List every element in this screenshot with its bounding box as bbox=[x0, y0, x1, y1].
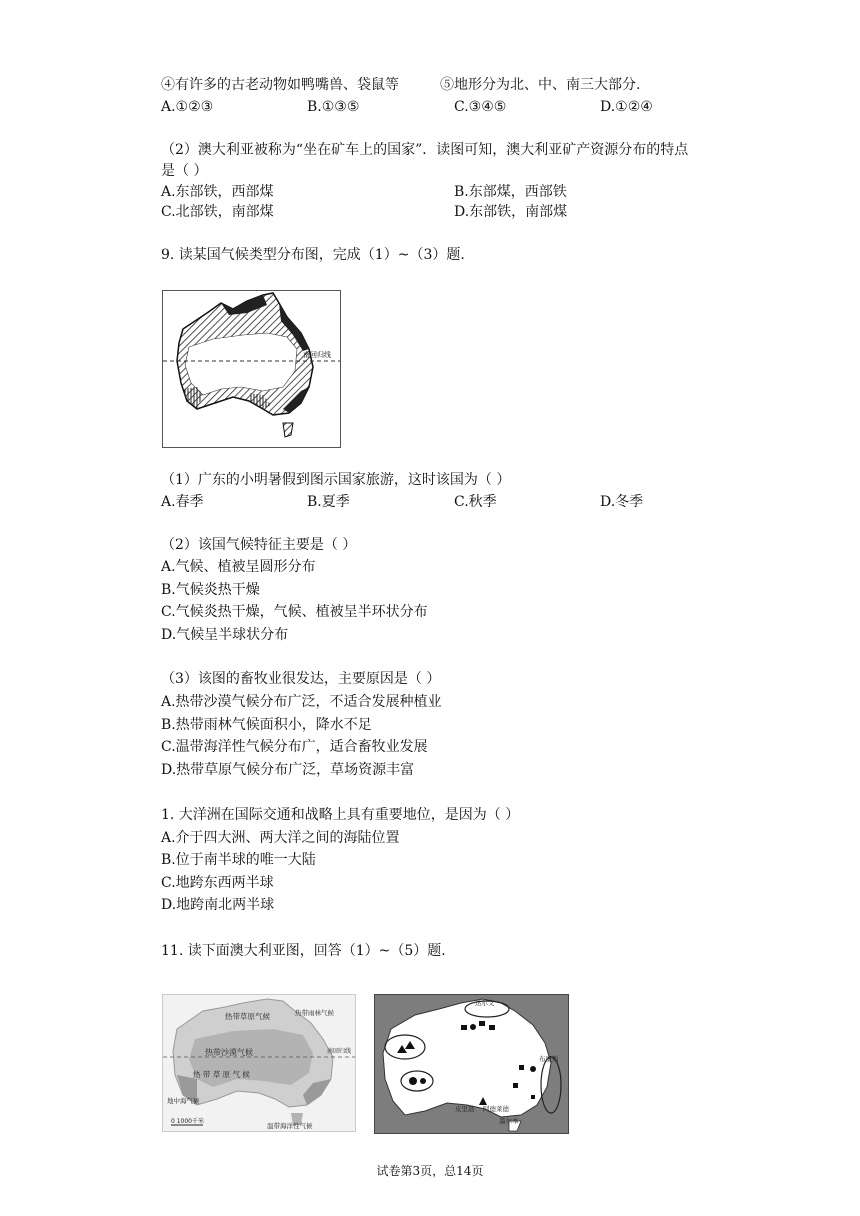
q9-sub2-option-c: C.气候炎热干燥，气候、植被呈半环状分布 bbox=[161, 604, 428, 620]
q10-option-d: D.地跨南北两半球 bbox=[161, 897, 275, 913]
q9-sub2-stem: （2）该国气候特征主要是（ ） bbox=[161, 537, 357, 553]
q8-option-c: C.③④⑤ bbox=[454, 99, 507, 115]
q11-stem: 11. 读下面澳大利亚图，回答（1）~（5）题. bbox=[161, 943, 446, 959]
label-brisbane: 布里斯 bbox=[539, 1055, 559, 1063]
q9-sub3-stem: （3）该图的畜牧业很发达，主要原因是（ ） bbox=[161, 671, 441, 687]
q11-mineral-svg bbox=[375, 995, 568, 1133]
label-savanna-south: 热 带 草 原 气 候 bbox=[193, 1070, 250, 1079]
q8-option-b: B.①③⑤ bbox=[307, 99, 360, 115]
label-melbourne: 墨尔本 bbox=[499, 1117, 519, 1125]
label-savanna-north: 热带草原气候 bbox=[225, 1012, 270, 1021]
climate-map bbox=[162, 290, 341, 448]
q9-sub1-option-b: B.夏季 bbox=[307, 494, 350, 510]
q9-sub1-option-a: A.春季 bbox=[161, 494, 204, 510]
q8-sub2-option-a: A.东部铁，西部煤 bbox=[161, 184, 274, 200]
label-tropic: 南回归线 bbox=[327, 1048, 352, 1055]
q11-climate-map bbox=[162, 994, 356, 1132]
q8-sub2-stem-cont: 是（ ） bbox=[161, 163, 208, 179]
tropic-label: 南回归线 bbox=[303, 351, 331, 359]
q9-sub1-option-c: C.秋季 bbox=[454, 494, 497, 510]
q9-sub3-option-d: D.热带草原气候分布广泛，草场资源丰富 bbox=[161, 762, 415, 778]
label-desert: 热带沙漠气候 bbox=[205, 1048, 253, 1057]
q8-option-d: D.①②④ bbox=[600, 99, 653, 115]
q9-sub3-option-c: C.温带海洋性气候分布广，适合畜牧业发展 bbox=[161, 739, 428, 755]
q8-sub2-stem: （2）澳大利亚被称为“坐在矿车上的国家”．读图可知，澳大利亚矿产资源分布的特点 bbox=[161, 142, 689, 158]
label-scale: 0 1000千米 bbox=[171, 1118, 204, 1125]
q9-sub2-option-d: D.气候呈半球状分布 bbox=[161, 627, 289, 643]
q8-sub2-option-d: D.东部铁，南部煤 bbox=[454, 204, 568, 220]
label-rainforest: 热带雨林气候 bbox=[295, 1009, 334, 1017]
q9-sub3-option-a: A.热带沙漠气候分布广泛，不适合发展种植业 bbox=[161, 694, 442, 710]
q8-statement-4: ④有许多的古老动物如鸭嘴兽、袋鼠等 bbox=[161, 77, 399, 93]
q9-sub1-option-d: D.冬季 bbox=[600, 494, 644, 510]
australia-climate-svg bbox=[163, 291, 340, 447]
page-footer: 试卷第3页，总14页 bbox=[376, 1164, 484, 1178]
q10-option-a: A.介于四大洲、两大洋之间的海陆位置 bbox=[161, 830, 400, 846]
q9-sub1-stem: （1）广东的小明暑假到图示国家旅游，这时该国为（ ） bbox=[161, 472, 511, 488]
q8-sub2-option-c: C.北部铁，南部煤 bbox=[161, 204, 274, 220]
q11-climate-svg bbox=[163, 995, 355, 1131]
label-mediterranean: 地中海气候 bbox=[167, 1097, 200, 1105]
label-oceanic: 温带海洋性气候 bbox=[267, 1122, 313, 1130]
q10-option-b: B.位于南半球的唯一大陆 bbox=[161, 852, 316, 868]
label-adelaide: 阿德莱德 bbox=[483, 1105, 509, 1113]
q9-stem: 9. 读某国气候类型分布图，完成（1）~（3）题. bbox=[161, 247, 465, 263]
q9-sub2-option-a: A.气候、植被呈圆形分布 bbox=[161, 559, 316, 575]
q8-statement-5: ⑤地形分为北、中、南三大部分. bbox=[440, 77, 641, 93]
q8-option-a: A.①②③ bbox=[161, 99, 214, 115]
label-port-pirie: 皮里港 bbox=[455, 1105, 475, 1113]
q10-option-c: C.地跨东西两半球 bbox=[161, 875, 274, 891]
q10-stem: 1. 大洋洲在国际交通和战略上具有重要地位，是因为（ ） bbox=[161, 807, 520, 823]
q9-sub2-option-b: B.气候炎热干燥 bbox=[161, 582, 260, 598]
q8-sub2-option-b: B.东部煤，西部铁 bbox=[454, 184, 567, 200]
q11-mineral-map bbox=[374, 994, 569, 1134]
q9-sub3-option-b: B.热带雨林气候面积小，降水不足 bbox=[161, 717, 372, 733]
label-darwin: 达尔文 bbox=[475, 999, 495, 1007]
